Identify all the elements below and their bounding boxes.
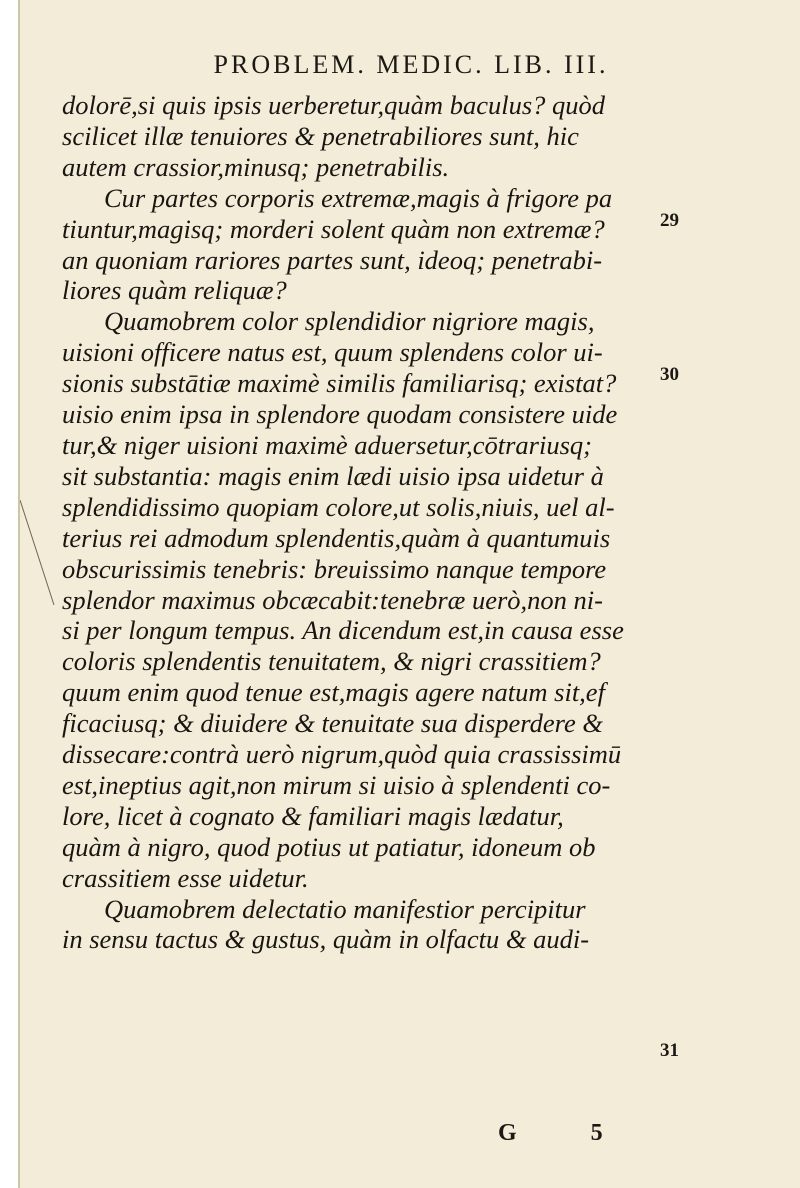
text-line: in sensu tactus & gustus, quàm in olfactu & audi- <box>62 924 590 955</box>
text-line: splendidissimo quopiam colore,ut solis,niuis, uel al- <box>62 491 615 522</box>
problem-30-start: Quamobrem color splendidior nigriore magis, <box>104 306 595 337</box>
book-page <box>18 0 800 1188</box>
text-line: coloris splendentis tenuitatem, & nigri crassitiem? <box>62 646 601 677</box>
text-line: obscurissimis tenebris: breuissimo nanque tempore <box>62 553 607 584</box>
text-line: uisioni officere natus est, quum splendens color ui- <box>62 337 603 368</box>
margin-pen-stroke <box>20 500 60 620</box>
text-line: quum enim quod tenue est,magis agere natum sit,ef <box>62 677 605 708</box>
body-text <box>62 90 672 955</box>
margin-number-31: 31 <box>660 1040 679 1061</box>
text-line: liores quàm reliquæ? <box>62 275 287 306</box>
text-line: autem crassior,minusq; penetrabilis. <box>62 151 450 182</box>
margin-number-29: 29 <box>660 210 679 231</box>
text-line: scilicet illæ tenuiores & penetrabiliores sunt, hic <box>62 120 579 151</box>
running-head: PROBLEM. MEDIC. LIB. III. <box>213 50 609 79</box>
text-line: ficaciusq; & diuidere & tenuitate sua disperdere & <box>62 708 603 739</box>
text-line: sionis substātiæ maximè similis familiarisq; existat? <box>62 368 617 399</box>
text-line: quàm à nigro, quod potius ut patiatur, idoneum ob <box>62 831 596 862</box>
text-line: si per longum tempus. An dicendum est,in causa esse <box>62 615 624 646</box>
text-line: uisio enim ipsa in splendore quodam consistere uide <box>62 399 618 430</box>
signature-mark: G 5 <box>498 1120 637 1146</box>
text-line: splendor maximus obcæcabit:tenebræ uerò,non ni- <box>62 584 603 615</box>
text-line: est,ineptius agit,non mirum si uisio à splendenti co- <box>62 769 611 800</box>
text-line: lore, licet à cognato & familiari magis lædatur, <box>62 800 564 831</box>
text-line: sit substantia: magis enim lædi uisio ipsa uidetur à <box>62 460 604 491</box>
text-line: terius rei admodum splendentis,quàm à quantumuis <box>62 522 611 553</box>
problem-29-start: Cur partes corporis extremæ,magis à frigore pa <box>104 182 613 213</box>
text-line: crassitiem esse uidetur. <box>62 862 309 893</box>
text-line: tiuntur,magisq; morderi solent quàm non extremæ? <box>62 213 605 244</box>
margin-number-30: 30 <box>660 364 679 385</box>
text-line: dolorē,si quis ipsis uerberetur,quàm baculus? quòd <box>62 90 606 120</box>
problem-31-start: Quamobrem delectatio manifestior percipitur <box>104 893 586 924</box>
text-line: dissecare:contrà uerò nigrum,quòd quia crassissimū <box>62 739 622 770</box>
text-line: an quoniam rariores partes sunt, ideoq; penetrabi- <box>62 244 603 275</box>
text-line: tur,& niger uisioni maximè aduersetur,cōtrariusq; <box>62 429 592 460</box>
